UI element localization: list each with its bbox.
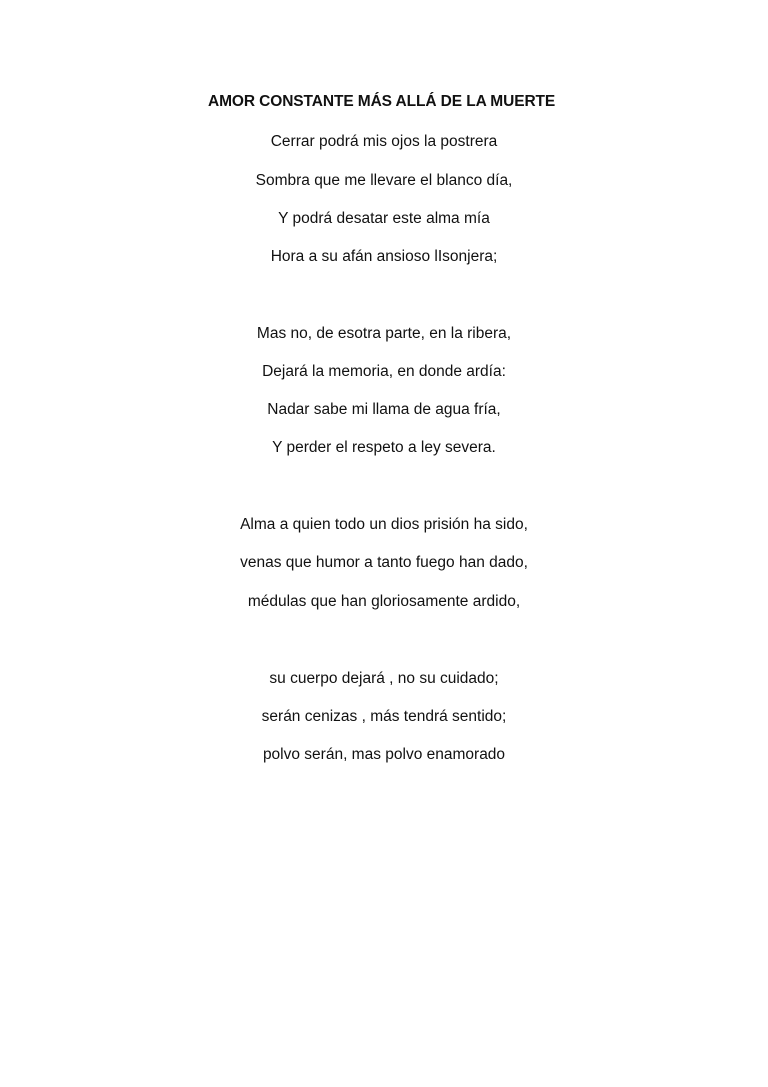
poem-line: Y perder el respeto a ley severa. bbox=[272, 439, 496, 456]
poem-line: Dejará la memoria, en donde ardía: bbox=[262, 363, 506, 380]
poem-line: Nadar sabe mi llama de agua fría, bbox=[267, 401, 501, 418]
poem-line: su cuerpo dejará , no su cuidado; bbox=[269, 670, 499, 687]
poem-title: AMOR CONSTANTE MÁS ALLÁ DE LA MUERTE bbox=[208, 93, 556, 110]
poem-line: venas que humor a tanto fuego han dado, bbox=[240, 554, 528, 571]
poem-line: Y podrá desatar este alma mía bbox=[278, 210, 490, 227]
poem-line: Sombra que me llevare el blanco día, bbox=[255, 172, 513, 189]
poem-line: médulas que han gloriosamente ardido, bbox=[247, 593, 521, 610]
poem-line: Mas no, de esotra parte, en la ribera, bbox=[256, 325, 512, 342]
poem-line: Hora a su afán ansioso lIsonjera; bbox=[270, 248, 498, 265]
poem-line: polvo serán, mas polvo enamorado bbox=[262, 746, 506, 763]
poem-line: Alma a quien todo un dios prisión ha sido, bbox=[240, 516, 528, 533]
poem-line: Cerrar podrá mis ojos la postrera bbox=[270, 133, 498, 150]
poem-line: serán cenizas , más tendrá sentido; bbox=[261, 708, 507, 725]
